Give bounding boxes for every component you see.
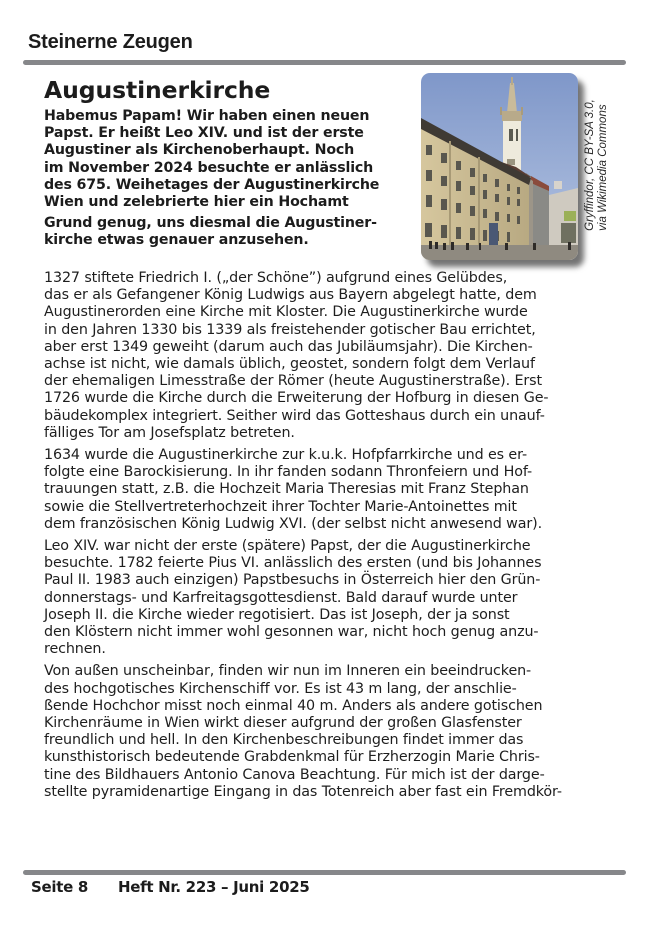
body-line: Leo XIV. war nicht der erste (spätere) Papst, der die Augustinerkirche [44,538,531,555]
footer-rule [23,870,626,875]
body-line: stellte pyramidenartige Eingang in das Totenreich aber fast ein Fremdkör- [44,783,562,800]
body-line: achse ist nicht, wie damals üblich, geostet, sondern folgt dem Verlauf [44,356,535,373]
page-number: Seite 8 [31,878,89,896]
body-paragraph-4 [44,663,624,801]
body-line: bäudekomplex integriert. Seither wird das Gotteshaus durch ein unauf- [44,407,545,424]
body-line: 1726 wurde die Kirche durch die Erweiterung der Hofburg in diesen Ge- [44,390,549,407]
body-line: tine des Bildhauers Antonio Canova Beachtung. Für mich ist der darge- [44,766,545,783]
body-paragraph-2 [44,447,624,533]
body-line: Paul II. 1983 auch einzigen) Papstbesuchs in Österreich hier den Grün- [44,572,541,589]
photo-credit-line-2: via Wikimedia Commons [597,104,609,231]
body-line: ßende Hochchor misst noch einmal 40 m. Anders als andere gotischen [44,697,543,714]
body-line: sowie die Stellvertreterhochzeit ihrer Tochter Marie-Antoinettes mit [44,498,517,515]
body-line: den Klöstern nicht immer wohl gesonnen war, nicht hoch genug anzu- [44,624,539,641]
body-line: das er als Gefangener König Ludwigs aus Bayern abgelegt hatte, dem [44,287,537,304]
body-line: kunsthistorisch bedeutende Grabdenkmal für Erzherzogin Marie Chris- [44,749,540,766]
article-lead [44,108,424,250]
body-line: 1327 stiftete Friedrich I. („der Schöne”) aufgrund eines Gelübdes, [44,270,508,286]
body-line: Kirchenräume in Wien wirkt dieser aufgrund der großen Glasfenster [44,715,522,732]
page-footer [31,878,309,896]
body-line: fälliges Tor am Josefsplatz betreten. [44,424,295,441]
body-paragraph-1 [44,270,624,442]
photo-credit-line-1: Gryffindor, CC BY-SA 3.0, [584,99,596,231]
lead-line: kirche etwas genauer anzusehen. [44,232,309,249]
body-line: freundlich und hell. In den Kirchenbeschreibungen findet immer das [44,732,524,749]
body-line: donnerstags- und Karfreitagsgottesdienst. Bald darauf wurde unter [44,589,518,606]
body-line: Joseph II. die Kirche wieder regotisiert. Das ist Joseph, der ja sonst [44,606,510,623]
body-line: aber erst 1349 geweiht (darum auch das Jubiläumsjahr). Die Kirchen- [44,338,533,355]
body-line: Augustinerorden eine Kirche mit Kloster. Die Augustinerkirche wurde [44,304,528,321]
body-line: der ehemaligen Limesstraße der Römer (heute Augustinerstraße). Erst [44,373,542,390]
body-line: Von außen unscheinbar, finden wir nun im Inneren ein beeindrucken- [44,663,532,680]
section-title: Steinerne Zeugen [28,31,193,53]
body-line: rechnen. [44,641,106,658]
lead-line: Augustiner als Kirchenoberhaupt. Noch [44,142,355,159]
lead-line: Wien und zelebrierte hier ein Hochamt [44,194,349,211]
article-title: Augustinerkirche [44,76,271,104]
lead-line: des 675. Weihetages der Augustinerkirche [44,176,380,193]
lead-paragraph-1 [44,108,424,211]
church-photo [421,73,578,260]
body-line: in den Jahren 1330 bis 1339 als freistehender gotischer Bau errichtet, [44,321,536,338]
header-rule [23,60,626,65]
issue-info: Heft Nr. 223 – Juni 2025 [118,878,310,896]
body-line: des hochgotisches Kirchenschiff vor. Es ist 43 m lang, der anschlie- [44,680,517,697]
lead-line: Habemus Papam! Wir haben einen neuen [44,108,370,124]
church-photo-image [421,73,578,260]
article-body [44,270,624,801]
lead-line: Grund genug, uns diesmal die Augustiner- [44,215,377,232]
body-line: besuchte. 1782 feierte Pius VI. anlässlich des ersten (und bis Johannes [44,555,542,572]
lead-paragraph-2 [44,215,424,249]
body-line: folgte eine Barockisierung. In ihr fanden sodann Thronfeiern und Hof- [44,464,532,481]
lead-line: im November 2024 besuchte er anlässlich [44,159,374,176]
body-line: trauungen statt, z.B. die Hochzeit Maria Theresias mit Franz Stephan [44,481,529,498]
body-paragraph-3 [44,538,624,658]
body-line: 1634 wurde die Augustinerkirche zur k.u.k. Hofpfarrkirche und es er- [44,447,527,464]
body-line: dem französischen König Ludwig XVI. (der selbst nicht anwesend war). [44,515,542,532]
lead-line: Papst. Er heißt Leo XIV. und ist der erste [44,125,364,142]
photo-credit [584,99,610,231]
